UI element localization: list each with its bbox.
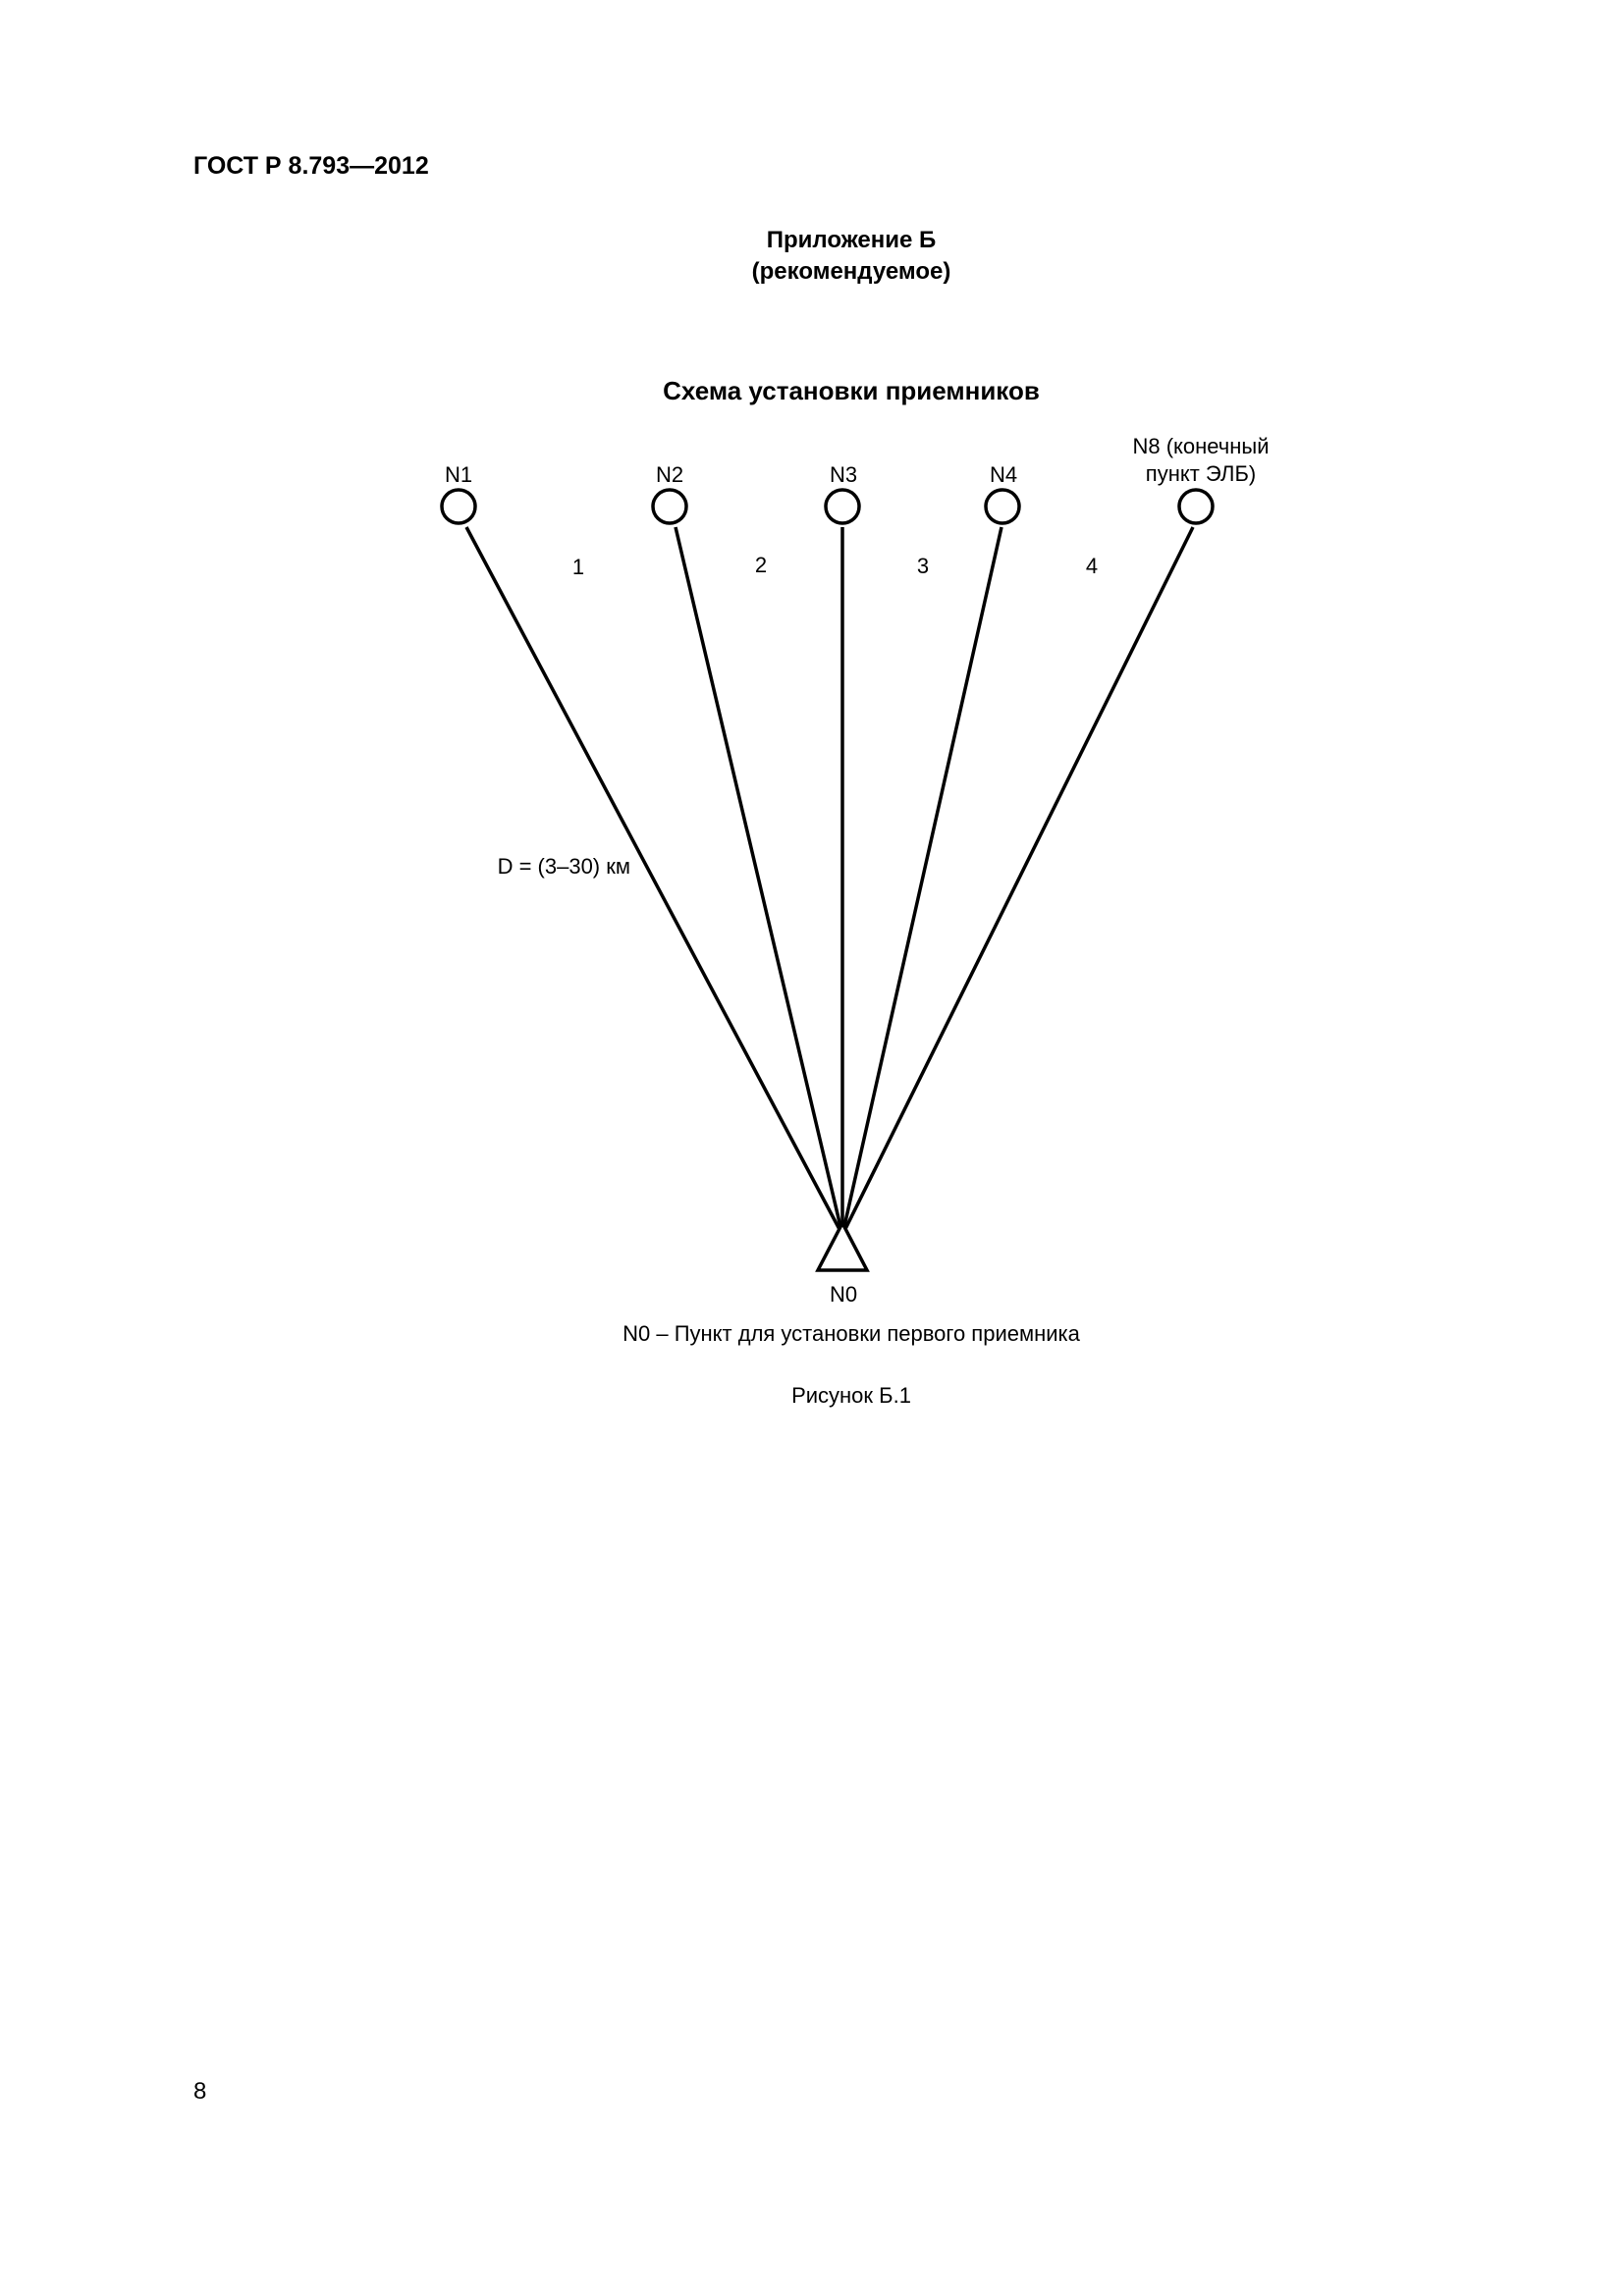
- standard-id: ГОСТ Р 8.793—2012: [193, 152, 429, 180]
- distance-label: D = (3–30) км: [497, 854, 630, 879]
- diagram-title: Схема установки приемников: [663, 376, 1040, 405]
- diagram-legend: N0 – Пункт для установки первого приемника: [623, 1321, 1080, 1346]
- receiver-n2-circle: [653, 490, 686, 523]
- receiver-n4-label: N4: [989, 462, 1018, 487]
- receiver-n1-label: N1: [444, 462, 473, 487]
- sector-number-2: 2: [754, 553, 768, 577]
- sector-number-3: 3: [916, 554, 930, 578]
- receiver-n1-circle: [442, 490, 475, 523]
- appendix-status: (рекомендуемое): [751, 258, 951, 285]
- receiver-n3-circle: [826, 490, 859, 523]
- origin-n0-label: N0: [829, 1282, 858, 1307]
- page-number: 8: [193, 2078, 207, 2105]
- appendix-title: Приложение Б: [766, 227, 937, 253]
- receiver-n8-label-line1: N8 (конечный: [1132, 434, 1270, 458]
- line-n0-n1: [466, 527, 842, 1235]
- receiver-n4-circle: [986, 490, 1019, 523]
- sector-number-4: 4: [1085, 554, 1099, 578]
- line-n0-n4: [842, 527, 1001, 1235]
- receiver-n2-label: N2: [655, 462, 684, 487]
- receiver-n8-circle: [1179, 490, 1213, 523]
- receiver-n3-label: N3: [829, 462, 858, 487]
- origin-n0-triangle: [818, 1223, 867, 1270]
- receiver-n8-label-line2: пункт ЭЛБ): [1145, 461, 1257, 486]
- line-n0-n2: [676, 527, 842, 1235]
- sector-number-1: 1: [571, 555, 585, 579]
- figure-caption: Рисунок Б.1: [791, 1383, 911, 1408]
- line-n0-n8: [842, 527, 1193, 1235]
